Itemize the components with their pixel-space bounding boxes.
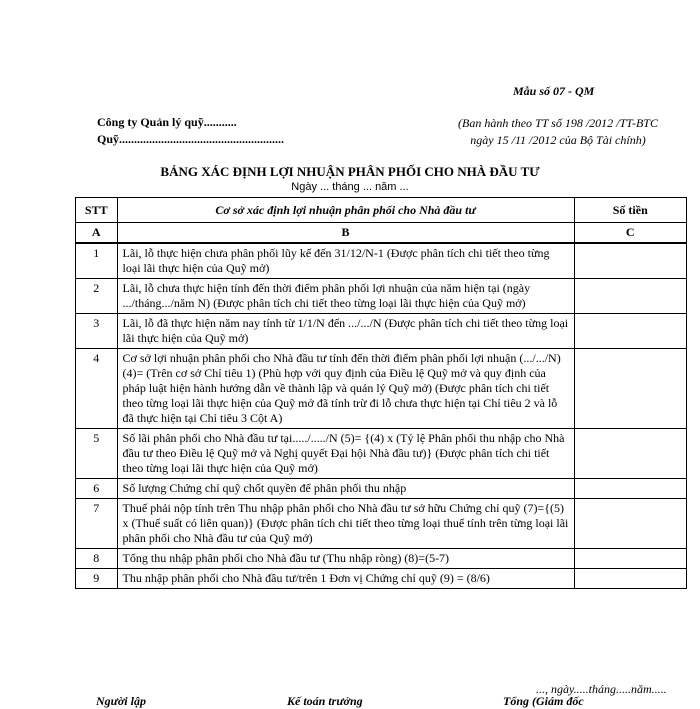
header-stt: STT: [76, 198, 118, 223]
profit-distribution-table: [75, 197, 687, 589]
table-header-row: [76, 198, 687, 223]
row-description: Cơ sở lợi nhuận phân phối cho Nhà đầu tư tính đến thời điểm phân phối lợi nhuận (.../.../N) (4)= (Trên cơ sở Chỉ tiêu 1) (Phù hợp với quy định của Điều lệ Quỹ mở và quy định của pháp luật hiện hành hướng dẫn về thành lập và quản lý Quỹ mở) (Được phân tích chi tiết theo từng loại lãi thực hiện của Quỹ mở đã tính trừ đi lỗ chưa thực hiện tại Chỉ tiêu 2 và lỗ đã thực hiện tại Chỉ tiêu 3 Cột A): [117, 349, 574, 429]
row-description: Thuế phải nộp tính trên Thu nhập phân phối cho Nhà đầu tư sở hữu Chứng chỉ quỹ (7)={(5) x (Thuế suất có liên quan)} (Được phân tích chi tiết theo từng loại thuế tính trên từng loại lãi phân phối cho Nhà đầu tư của Quỹ mở): [117, 499, 574, 549]
fund-line: Quỹ.......................................................: [97, 132, 285, 146]
row-amount-cell[interactable]: [574, 349, 687, 429]
row-amount-cell[interactable]: [574, 314, 687, 349]
signer-chief-accountant: Kế toán trưởng: [287, 694, 363, 708]
issuance-note: [448, 115, 668, 149]
table-row: [76, 349, 687, 429]
form-code: Mẫu số 07 - QM: [513, 84, 595, 98]
row-description: Lãi, lỗ chưa thực hiện tính đến thời điểm phân phối lợi nhuận của năm hiện tại (ngày .../tháng.../năm N) (Được phân tích chi tiết theo từng loại lãi thực hiện của Quỹ mở): [117, 279, 574, 314]
document-title: BẢNG XÁC ĐỊNH LỢI NHUẬN PHÂN PHỐI CHO NHÀ ĐẦU TƯ: [160, 164, 540, 179]
date-line: Ngày ... tháng ... năm ...: [291, 181, 409, 193]
header-basis: Cơ sở xác định lợi nhuận phân phối cho Nhà đầu tư: [117, 198, 574, 223]
row-description: Lãi, lỗ thực hiện chưa phân phối lũy kế đến 31/12/N-1 (Được phân tích chi tiết theo từng loại lãi thực hiện của Quỹ mở): [117, 243, 574, 279]
row-stt: 7: [76, 499, 118, 549]
row-description: Tổng thu nhập phân phối cho Nhà đầu tư (Thu nhập ròng) (8)=(5-7): [117, 549, 574, 569]
row-description: Số lãi phân phối cho Nhà đầu tư tại...../...../N (5)= {(4) x (Tỷ lệ Phân phối thu nhập cho Nhà đầu tư theo Điều lệ Quỹ mở và Nghị quyết Đại hội Nhà đầu tư)} (Được phân tích chi tiết theo từng loại lãi thực hiện của Quỹ mở): [117, 429, 574, 479]
row-stt: 4: [76, 349, 118, 429]
row-amount-cell[interactable]: [574, 429, 687, 479]
header-amount: Số tiền: [574, 198, 687, 223]
column-letter-b: B: [117, 223, 574, 244]
row-stt: 6: [76, 479, 118, 499]
row-amount-cell[interactable]: [574, 549, 687, 569]
row-description: Thu nhập phân phối cho Nhà đầu tư/trên 1 Đơn vị Chứng chỉ quỹ (9) = (8/6): [117, 569, 574, 589]
issuance-note-line1: (Ban hành theo TT số 198 /2012 /TT-BTC: [458, 116, 658, 130]
row-amount-cell[interactable]: [574, 279, 687, 314]
company-line: Công ty Quản lý quỹ...........: [97, 115, 237, 129]
column-letter-c: C: [574, 223, 687, 244]
row-amount-cell[interactable]: [574, 479, 687, 499]
row-stt: 1: [76, 243, 118, 279]
row-description: Lãi, lỗ đã thực hiện năm nay tính từ 1/1/N đến .../.../N (Được phân tích chi tiết theo từng loại lãi thực hiện của Quỹ mở): [117, 314, 574, 349]
table-row: [76, 314, 687, 349]
table-row: [76, 499, 687, 549]
table-row: [76, 243, 687, 279]
signer-director: Tổng (Giám đốc: [503, 694, 584, 708]
table-row: [76, 479, 687, 499]
row-amount-cell[interactable]: [574, 243, 687, 279]
row-stt: 2: [76, 279, 118, 314]
row-amount-cell[interactable]: [574, 499, 687, 549]
table-row: [76, 569, 687, 589]
row-description: Số lượng Chứng chỉ quỹ chốt quyền để phân phối thu nhập: [117, 479, 574, 499]
table-row: [76, 549, 687, 569]
row-stt: 5: [76, 429, 118, 479]
table-row: [76, 279, 687, 314]
row-stt: 8: [76, 549, 118, 569]
issuance-note-line2: ngày 15 /11 /2012 của Bộ Tài chính): [470, 133, 646, 147]
column-letter-row: [76, 223, 687, 244]
row-amount-cell[interactable]: [574, 569, 687, 589]
row-stt: 3: [76, 314, 118, 349]
table-row: [76, 429, 687, 479]
footer-date-line: ..., ngày.....tháng.....năm.....: [536, 682, 667, 696]
column-letter-a: A: [76, 223, 118, 244]
signer-preparer: Người lập: [96, 694, 146, 708]
row-stt: 9: [76, 569, 118, 589]
